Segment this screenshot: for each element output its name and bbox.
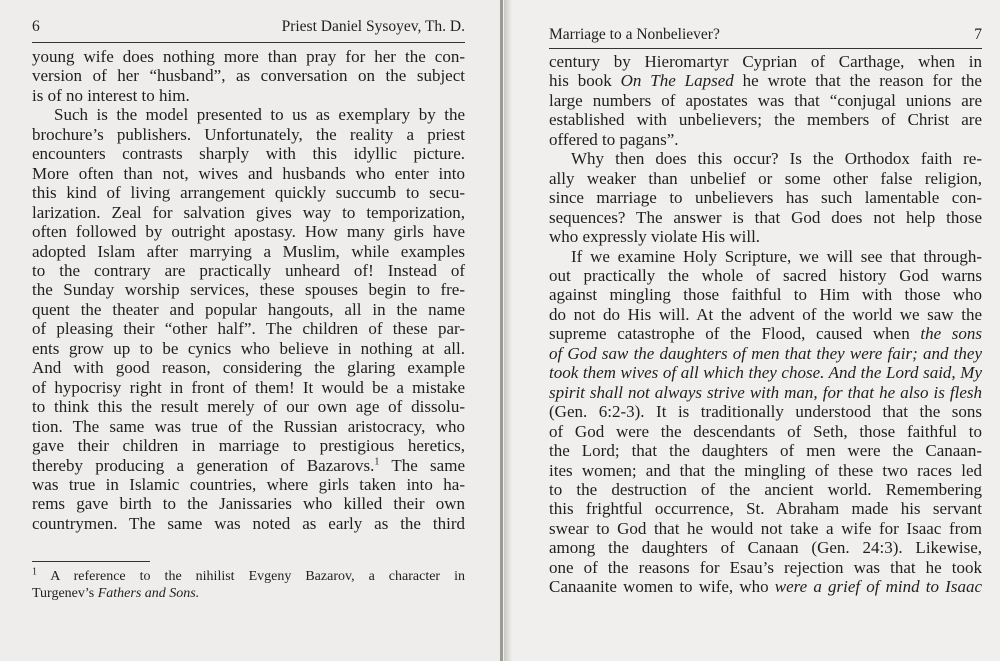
text-segment: Canaanite women to wife, who [549,577,775,597]
text-line: the Sunday worship services, these spouses begin to fre- [32,280,465,300]
right-body-text [549,52,982,597]
text-line [549,577,982,596]
text-line: was true in Islamic countries, where girls taken into ha- [32,474,465,494]
footnote-line [32,568,465,585]
text-segment: Turgenev’s [32,586,98,602]
text-line: is of no interest to him. [32,85,190,105]
text-segment: his book [549,71,621,91]
text-line: And with good reason, considering the glaring example [32,358,465,378]
text-line: Why then does this occur? Is the Orthodox faith re- [571,149,982,169]
text-line: version of her “husband”, as conversation on the subject [32,66,465,86]
text-line: rems gave birth to the Janissaries who killed their own [32,494,465,514]
text-line: this kind of living arrangement quickly succumb to secu- [32,183,465,203]
text-line: quent the theater and popular hangouts, all in the name [32,299,465,319]
text-segment: supreme catastrophe of the Flood, caused when [549,324,921,344]
text-line: among the daughters of Canaan (Gen. 24:3). Likewise, [549,538,982,558]
scripture-quote: were a grief of mind to Isaac [774,577,983,597]
text-line: brochure’s publishers. Unfortunately, the reality a priest [32,124,465,144]
footnote-rule [32,561,150,562]
text-line: larization. Zeal for salvation gives way to temporization, [32,202,465,222]
text-line: ites women; and that the mingling of these two races led [549,460,982,480]
text-line: to the destruction of the ancient world. Remembering [549,479,982,499]
text-line: of hypocrisy right in front of them! It would be a mistake [32,377,465,397]
text-line: young wife does nothing more than pray for her the con- [32,47,465,66]
text-line: offered to pagans”. [549,129,679,149]
text-line: adopted Islam after marrying a Muslim, while examples [32,241,465,261]
text-line: who expressly violate His will. [549,227,761,247]
footnote-line [32,585,465,602]
running-head: Priest Daniel Sysoyev, Th. D. [281,18,465,35]
text-line: swear to God that he would not take a wife for Isaac from [549,518,982,538]
text-line: established with unbelievers; the members of Christ are [549,110,982,130]
text-line: to the contrary are practically unheard of! Instead of [32,260,465,280]
text-line: of pleasing their “other half”. The children of these par- [32,319,465,339]
text-segment: thereby producing a generation of Bazarovs. [32,455,375,475]
text-line: Such is the model presented to us as exemplary by the [54,105,465,125]
text-segment: The same [379,455,465,475]
text-line [549,71,982,90]
text-line: ents grow up to be cynics who believe in nothing at all. [32,338,465,358]
page-number: 7 [974,26,982,43]
text-line [32,456,465,475]
text-line: century by Hieromartyr Cyprian of Carthage, when in [549,52,982,71]
text-line: large numbers of apostates was that “conjugal unions are [549,90,982,110]
text-line [549,363,982,382]
scripture-quote: spirit shall not always strive with man, for that he also is flesh [549,382,982,402]
text-segment: A reference to the nihilist Evgeny Bazarov, a character in [37,569,465,585]
running-head: Marriage to a Nonbeliever? [549,26,720,43]
right-page-header [549,26,982,49]
scripture-quote: the sons [920,324,982,344]
text-line [549,344,982,363]
left-page-header [32,18,465,43]
book-title: On The Lapsed [620,71,734,91]
text-line [549,383,982,402]
scripture-quote: of God saw the daughters of men that they were fair; and they [549,343,982,363]
text-line: sequences? The answer is that God does not help those [549,207,982,227]
text-line: since marriage to unbelievers has such lamentable con- [549,188,982,208]
footnote [32,568,465,602]
text-line: do not do His will. At the advent of the world we saw the [549,304,982,324]
text-line: encounters contrasts sharply with this idyllic picture. [32,144,465,164]
text-line: one of the reasons for Esau’s rejection was that he took [549,557,982,577]
book-title: Fathers and Sons. [97,586,200,602]
left-body-text [32,47,465,533]
text-line: this frightful occurrence, St. Abraham made his servant [549,499,982,519]
footnote-marker: 1 [32,566,37,578]
footnote-ref: 1 [374,455,380,467]
text-segment: he wrote that the reason for the [733,71,982,91]
text-line: gave their children in marriage to prestigious heretics, [32,436,465,456]
scripture-quote: took them wives of all which they chose. And the Lord said, My [549,363,982,383]
text-line: (Gen. 6:2-3). It is traditionally understood that the sons [549,402,982,422]
text-line: often followed by outright apostasy. How many girls have [32,222,465,242]
text-line: If we examine Holy Scripture, we will see that through- [571,246,982,266]
text-line: against mingling those faithful to Him with those who [549,285,982,305]
text-line: to think this the result merely of our own age of dissolu- [32,397,465,417]
text-line [549,324,982,343]
text-line: the Lord; that the daughters of men were the Canaan- [549,441,982,461]
page-shadow [504,0,512,661]
text-line: tion. The same was true of the Russian aristocracy, who [32,416,465,436]
text-line: of God were the descendants of Seth, those faithful to [549,421,982,441]
text-line: countrymen. The same was noted as early as the third [32,513,465,533]
right-page [503,0,1000,661]
text-line: More often than not, wives and husbands who enter into [32,163,465,183]
text-line: ally weaker than unbelief or some other false religion, [549,168,982,188]
text-line: out practically the whole of sacred history God warns [549,265,982,285]
page-number: 6 [32,18,40,35]
